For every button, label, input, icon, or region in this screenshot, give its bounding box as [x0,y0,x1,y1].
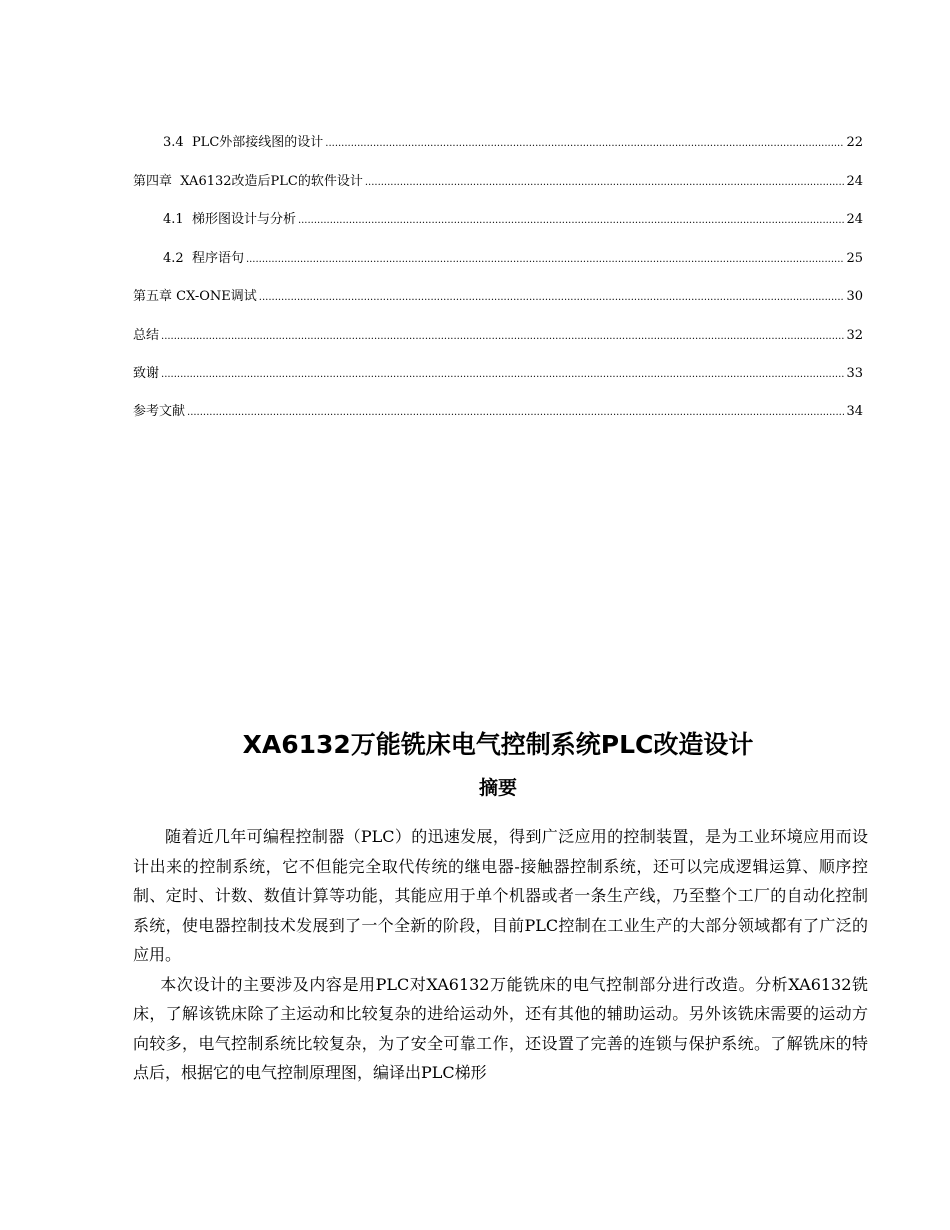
toc-entry-label: 致谢 [133,366,160,381]
abstract-heading: 摘要 [478,777,517,799]
toc-entry[interactable] [163,132,863,154]
toc-entry-page: 25 [846,251,863,266]
toc-leader-dots [298,210,845,232]
toc-entry-label: 总结 [133,328,160,343]
toc-entry-label: 第四章 XA6132改造后PLC的软件设计 [133,174,363,189]
toc-leader-dots [259,287,845,309]
toc-leader-dots [161,326,844,348]
toc-entry-label: 3.4 PLC外部接线图的设计 [163,135,324,150]
toc-entry[interactable] [133,363,863,385]
toc-entry-page: 22 [846,135,863,150]
toc-entry[interactable] [163,209,863,231]
toc-entry-page: 33 [846,366,863,381]
toc-entry[interactable] [133,171,863,193]
toc-entry-page: 24 [846,212,863,227]
toc-entry[interactable] [163,248,863,270]
toc-entry-label: 第五章 CX-ONE调试 [133,289,257,304]
toc-entry-page: 32 [846,328,863,343]
abstract-paragraph: 随着近几年可编程控制器（PLC）的迅速发展，得到广泛应用的控制装置，是为工业环境应用而设计出来的控制系统，它不但能完全取代传统的继电器-接触器控制系统，还可以完成逻辑运算、顺序控制、定时、计数、数值计算等功能，其能应用于单个机器或者一条生产线，乃至整个工厂的自动化控制系统，使电器控制技术发展到了一个全新的阶段，目前PLC控制在工业生产的大部分领域都有了广泛的应用。 [133,827,868,964]
toc-entry-page: 30 [846,289,863,304]
toc-leader-dots [161,364,844,386]
toc-entry-label: 4.1 梯形图设计与分析 [163,212,296,227]
toc-entry-page: 34 [846,404,863,419]
toc-leader-dots [246,249,845,271]
toc-leader-dots [187,402,844,424]
abstract-paragraph: 本次设计的主要涉及内容是用PLC对XA6132万能铣床的电气控制部分进行改造。分析XA6132铣床，了解该铣床除了主运动和比较复杂的进给运动外，还有其他的辅助运动。另外该铣床需要的运动方向较多，电气控制系统比较复杂，为了安全可靠工作，还设置了完善的连锁与保护系统。了解铣床的特点后，根据它的电气控制原理图，编译出PLC梯形 [133,974,868,1082]
toc-leader-dots [365,172,845,194]
toc-leader-dots [325,133,844,155]
toc-entry-page: 24 [846,174,863,189]
toc-entry[interactable] [133,286,863,308]
toc-entry-label: 参考文献 [133,404,186,419]
document-title: XA6132万能铣床电气控制系统PLC改造设计 [242,730,754,759]
abstract-body [133,822,868,1088]
toc-entry[interactable] [133,325,863,347]
toc-entry[interactable] [133,401,863,423]
toc-entry-label: 4.2 程序语句 [163,251,244,266]
